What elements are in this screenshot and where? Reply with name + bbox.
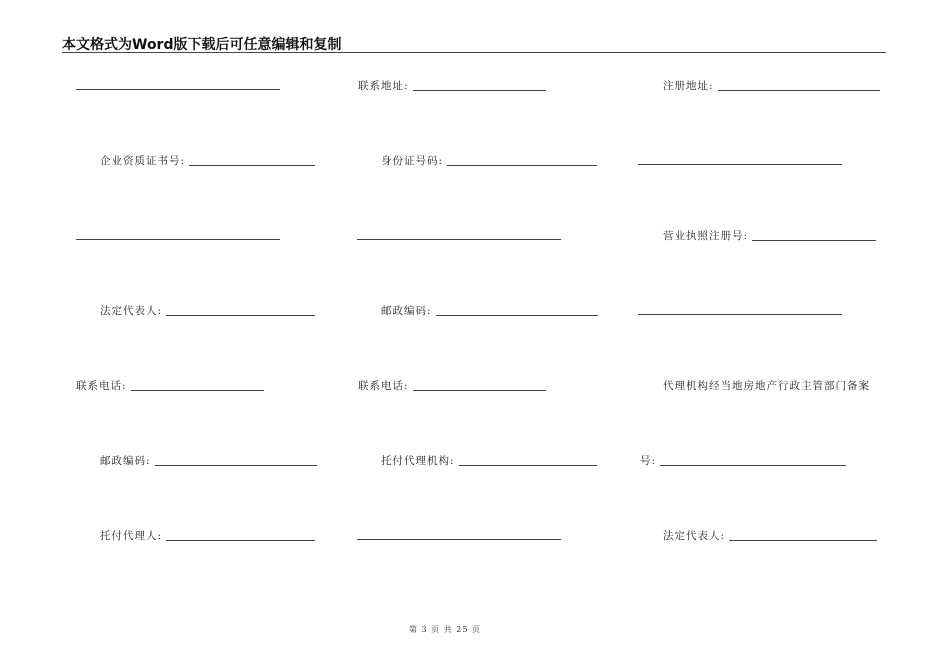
field-label: 营业执照注册号:	[663, 230, 749, 242]
page-number: 第 3 页 共 25 页	[409, 625, 481, 634]
field-label: 联系电话:	[76, 380, 127, 392]
fill-line	[752, 240, 876, 241]
fill-line	[660, 465, 846, 466]
filing-number-field	[640, 453, 846, 467]
field-label: 邮政编码:	[100, 455, 151, 467]
postal-code-field	[381, 303, 598, 317]
field-label: 托付代理机构:	[381, 455, 455, 467]
field-label: 身份证号码:	[381, 155, 444, 167]
blank-line	[76, 89, 280, 90]
postal-code-field	[100, 453, 317, 467]
fill-line	[447, 165, 597, 166]
blank-line	[638, 164, 842, 165]
document-header: 本文格式为Word版下载后可任意编辑和复制	[62, 37, 342, 53]
field-label: 代理机构经当地房地产行政主管部门备案	[663, 380, 870, 392]
phone-field	[358, 378, 546, 392]
field-label: 联系地址:	[358, 80, 409, 92]
blank-line	[76, 239, 280, 240]
field-label: 法定代表人:	[100, 305, 163, 317]
fill-line	[436, 315, 598, 316]
legal-representative-field	[663, 528, 877, 542]
header-rule	[62, 52, 886, 53]
id-number-field	[381, 153, 597, 167]
entrusted-agency-field	[381, 453, 597, 467]
fill-line	[155, 465, 317, 466]
business-license-field	[663, 228, 876, 242]
fill-line	[718, 90, 880, 91]
legal-representative-field	[100, 303, 315, 317]
fill-line	[729, 540, 877, 541]
phone-field	[76, 378, 264, 392]
field-label: 法定代表人:	[663, 530, 726, 542]
fill-line	[131, 390, 264, 391]
field-label: 注册地址:	[663, 80, 714, 92]
field-label: 联系电话:	[358, 380, 409, 392]
fill-line	[413, 90, 546, 91]
field-label: 号:	[640, 455, 657, 467]
blank-line	[357, 539, 561, 540]
field-label: 托付代理人:	[100, 530, 163, 542]
field-label: 企业资质证书号:	[100, 155, 186, 167]
registered-address-field	[663, 78, 880, 92]
blank-line	[638, 314, 842, 315]
fill-line	[166, 540, 315, 541]
field-label: 邮政编码:	[381, 305, 432, 317]
blank-line	[357, 239, 561, 240]
qualification-cert-field	[100, 153, 315, 167]
contact-address-field	[358, 78, 546, 92]
fill-line	[459, 465, 597, 466]
agency-filing-text	[663, 378, 870, 392]
fill-line	[166, 315, 315, 316]
fill-line	[413, 390, 546, 391]
fill-line	[189, 165, 315, 166]
entrusted-agent-field	[100, 528, 315, 542]
